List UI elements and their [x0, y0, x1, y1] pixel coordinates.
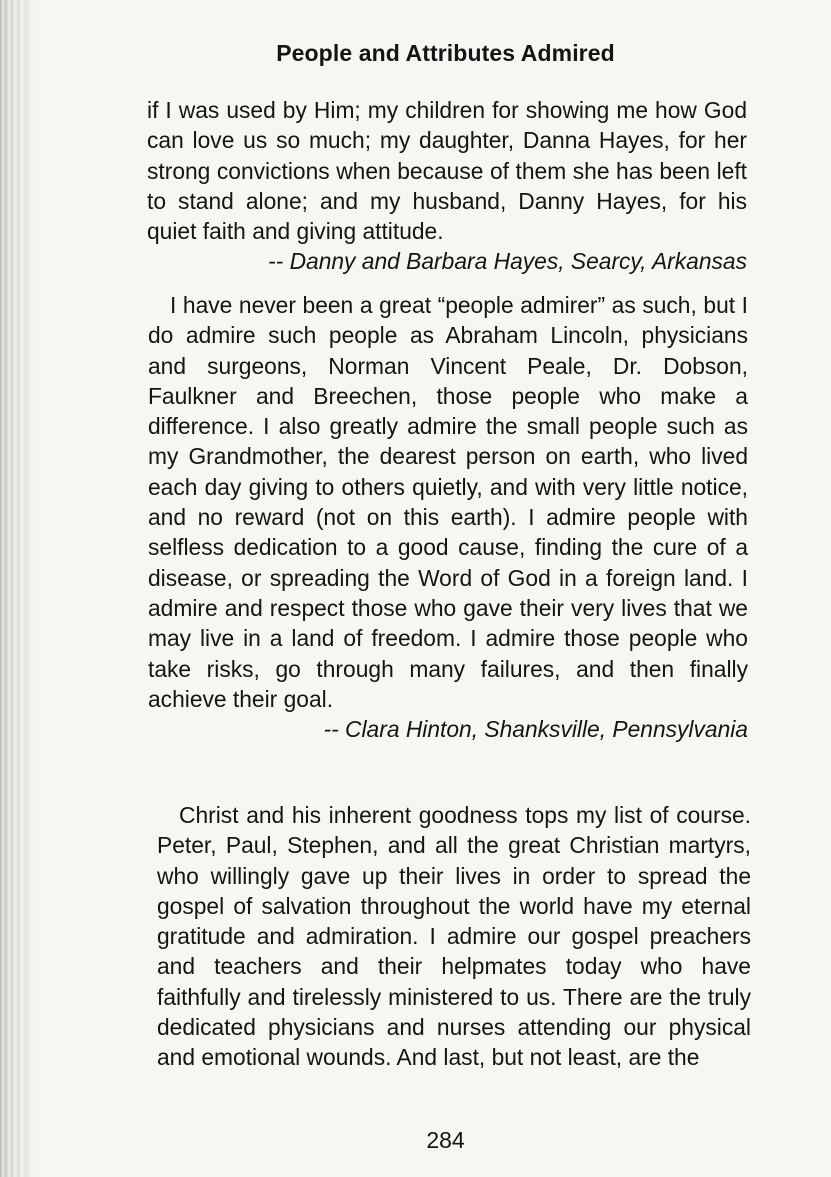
entry-attribution: -- Danny and Barbara Hayes, Searcy, Arkansas [268, 248, 747, 275]
entry-text: Christ and his inherent goodness tops my list of course. Peter, Paul, Stephen, and all the great Christian martyrs, who willingly gave up their lives in order to spread the gospel of salvation throughout the world have my eternal gratitude and admiration. I admire our gospel preachers and teachers and their helpmates today who have faithfully and tirelessly ministered to us. There are the truly dedicated physicians and nurses attending our physical and emotional wounds. And last, but not least, are the [157, 802, 751, 1071]
entry-text: if I was used by Him; my children for showing me how God can love us so much; my daughter, Danna Hayes, for her strong convictions when because of them she has been left to stand alone; and my husband, Danny Hayes, for his quiet faith and giving attitude. [147, 97, 747, 245]
entry-text: I have never been a great “people admirer” as such, but I do admire such people as Abraham Lincoln, physicians and surgeons, Norman Vincent Peale, Dr. Dobson, Faulkner and Breechen, those people who make a difference. I also greatly admire the small people such as my Grandmother, the dearest person on earth, who lived each day giving to others quietly, and with very little notice, and no reward (not on this earth). I admire people with selfless dedication to a good cause, finding the cure of a disease, or spreading the Word of God in a foreign land. I admire and respect those who gave their very lives that we may live in a land of freedom. I admire those people who take risks, go through many failures, and then finally achieve their goal. [148, 292, 748, 712]
entry-attribution: -- Clara Hinton, Shanksville, Pennsylvania [323, 716, 748, 743]
entry-hinton [148, 290, 748, 744]
page-title: People and Attributes Admired [276, 40, 615, 66]
page-number: 284 [426, 1127, 465, 1153]
entry-hayes [147, 95, 747, 277]
entry-christ [157, 800, 751, 1073]
